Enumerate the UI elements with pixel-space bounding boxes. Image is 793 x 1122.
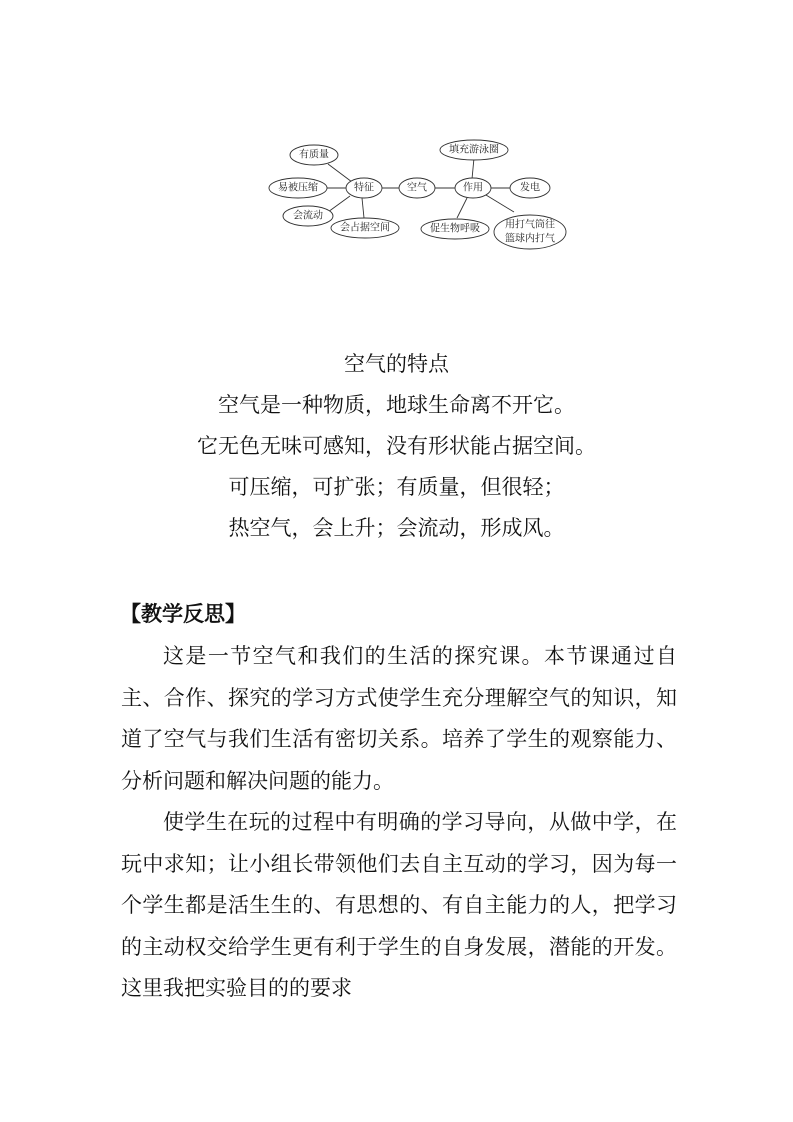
poem-title: 空气的特点 xyxy=(344,352,449,376)
node-occupies-space-label: 会占据空间 xyxy=(340,222,390,234)
poem-line: 可压缩，可扩张；有质量，但很轻； xyxy=(228,475,565,499)
node-breathing-label: 促生物呼吸 xyxy=(430,223,480,235)
node-flows-label: 会流动 xyxy=(293,210,323,222)
node-compressible-label: 易被压缩 xyxy=(278,182,318,194)
node-pump-ball-label-2: 篮球内打气 xyxy=(505,233,555,245)
reflection-body xyxy=(121,636,677,1010)
poem-line: 热空气，会上升；会流动，形成风。 xyxy=(228,516,565,540)
poem-line: 它无色无味可感知，没有形状能占据空间。 xyxy=(197,434,596,458)
connector xyxy=(362,198,364,218)
poem xyxy=(0,344,793,549)
node-features-label: 特征 xyxy=(354,182,374,194)
connector xyxy=(457,198,467,218)
connector xyxy=(486,195,514,212)
node-pump-ball-label-1: 用打气筒往 xyxy=(505,219,555,231)
node-air-label: 空气 xyxy=(407,182,427,194)
air-mind-map xyxy=(262,136,582,256)
reflection-paragraph: 使学生在玩的过程中有明确的学习导向，从做中学，在玩中求知；让小组长带领他们去自主互动的学习，因为每一个学生都是活生生的、有思想的、有自主能力的人，把学习的主动权交给学生更有利于学生的自身发展，潜能的开发。这里我把实验目的的要求 xyxy=(121,810,677,1000)
connector xyxy=(472,158,474,179)
node-has-mass-label: 有质量 xyxy=(299,149,329,161)
node-electricity-label: 发电 xyxy=(520,182,540,194)
reflection-paragraph: 这是一节空气和我们的生活的探究课。本节课通过自主、合作、探究的学习方式使学生充分理解空气的知识，知道了空气与我们生活有密切关系。培养了学生的观察能力、分析问题和解决问题的能力。 xyxy=(121,644,677,793)
reflection-heading: 【教学反思】 xyxy=(120,602,246,626)
connector xyxy=(328,164,352,182)
node-uses-label: 作用 xyxy=(463,182,483,194)
node-swim-ring-label: 填充游泳圈 xyxy=(449,144,499,156)
connector xyxy=(328,196,350,212)
poem-line: 空气是一种物质，地球生命离不开它。 xyxy=(218,393,575,417)
